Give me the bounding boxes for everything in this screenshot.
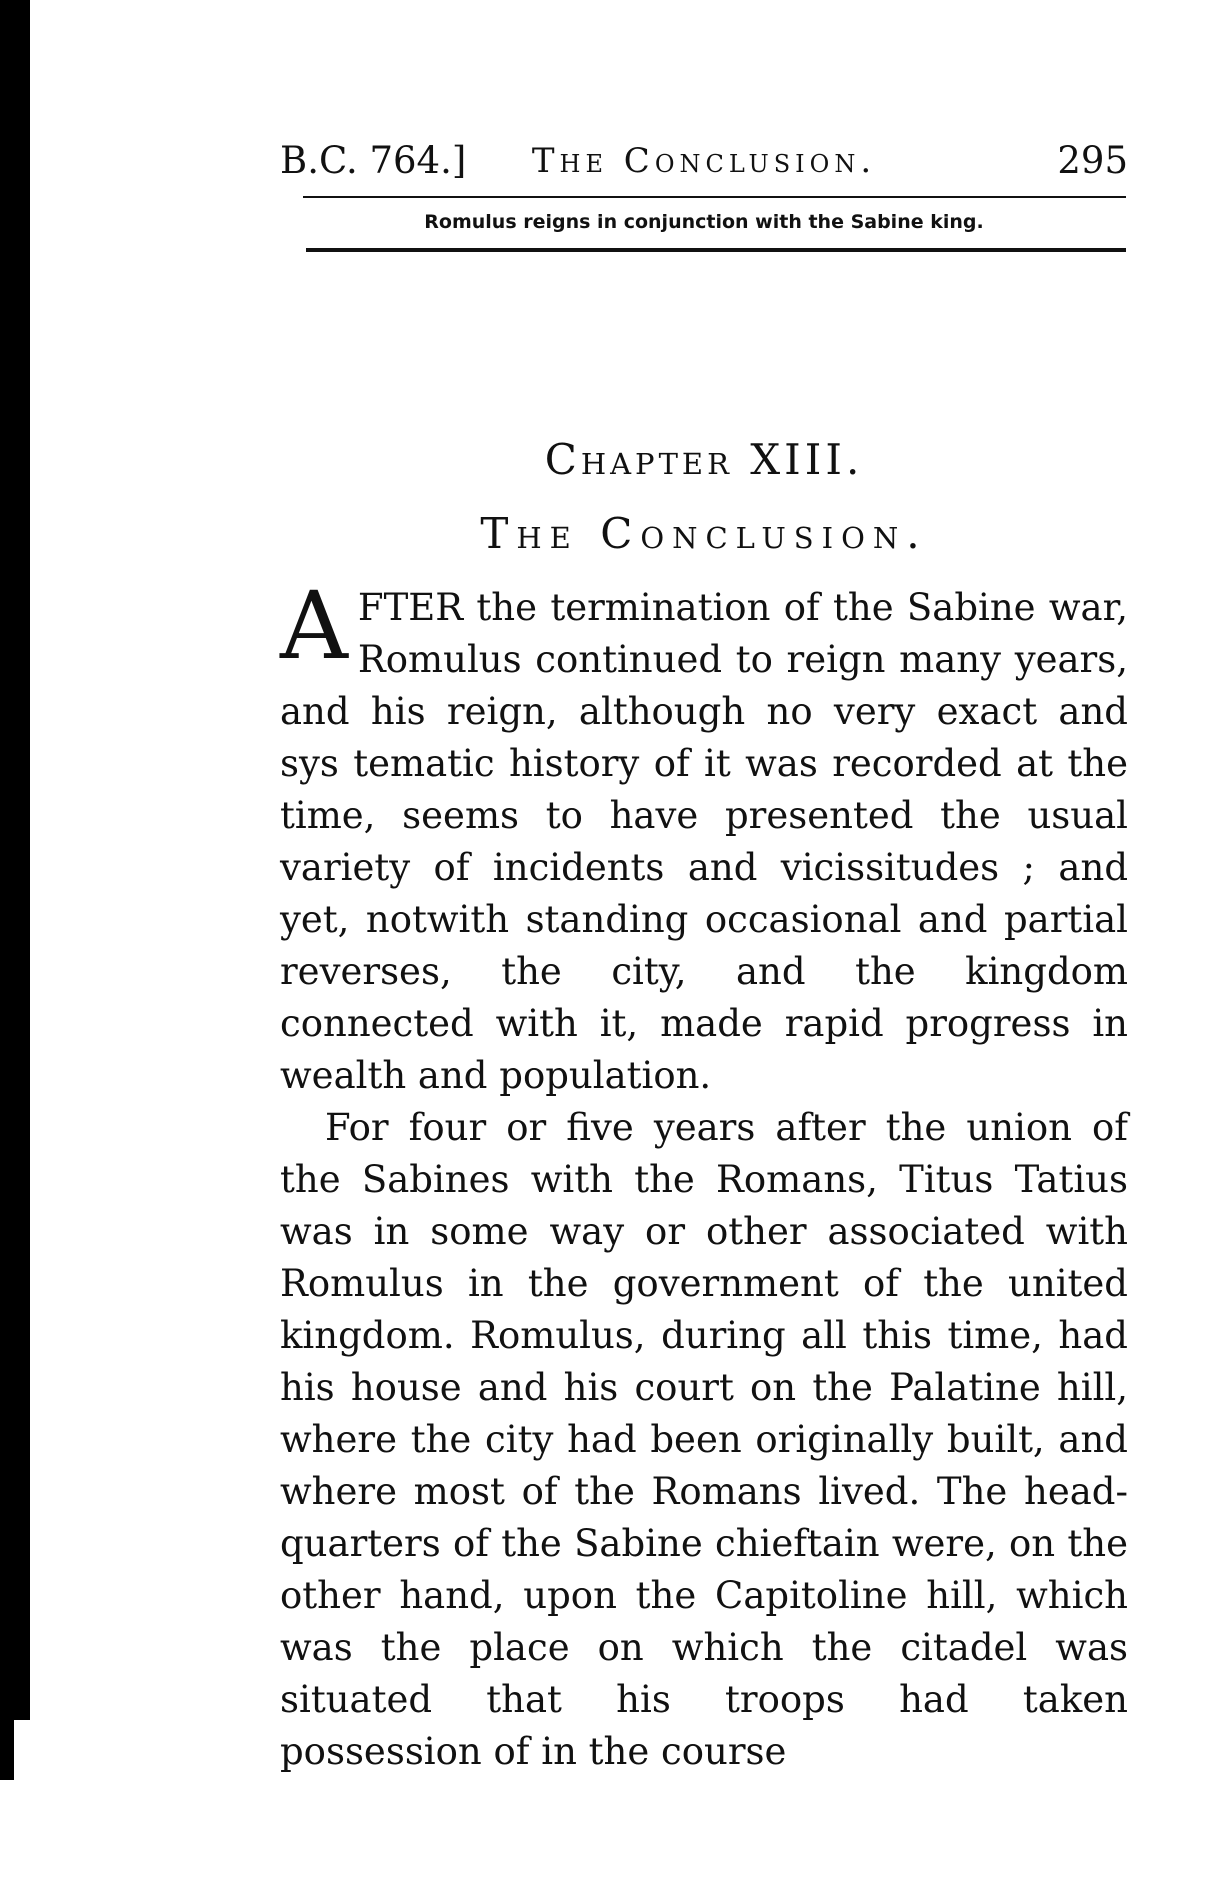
page-binding-edge-tail: [0, 1720, 14, 1780]
page-subtitle: Romulus reigns in conjunction with the Sabine king.: [424, 211, 984, 233]
paragraph-2: For four or five years after the union of the Sabines with the Romans, Titus Tatius was in some way or other associated with Romulus in the government of the united kingdom. Romulus, during all this time, had his house and his court on the Palatine hill, where the city had been originally built, and where most of the Romans lived. The head-quarters of the Sabine chieftain were, on the other hand, upon the Capitoline hill, which was the place on which the citadel was situated that his troops had taken possession of in the course: [280, 1106, 1128, 1773]
paragraph-1: [280, 572, 1128, 1102]
page-number: 295: [1057, 139, 1128, 182]
running-header-title: The Conclusion.: [531, 141, 877, 181]
chapter-number: Chapter XIII.: [544, 435, 864, 484]
running-header: [280, 136, 1128, 186]
paragraph-1-text: FTER the termination of the Sabine war, Romulus continued to reign many years, and his reign, although no very exact and sys tematic history of it was recorded at the time, seems to have presented the usual variety of incidents and vicissitudes ; and yet, notwith standing occasional and partial reverses, the city, and the kingdom connected with it, made rapid progress in wealth and population.: [280, 586, 1128, 1097]
page-binding-edge: [0, 0, 30, 1720]
chapter-title: The Conclusion.: [480, 509, 928, 558]
drop-cap: A: [280, 572, 348, 681]
header-rule-top: [303, 196, 1126, 198]
body-text: [280, 572, 1128, 1778]
running-header-date: B.C. 764.]: [280, 139, 467, 182]
header-rule-bottom: [306, 248, 1126, 252]
